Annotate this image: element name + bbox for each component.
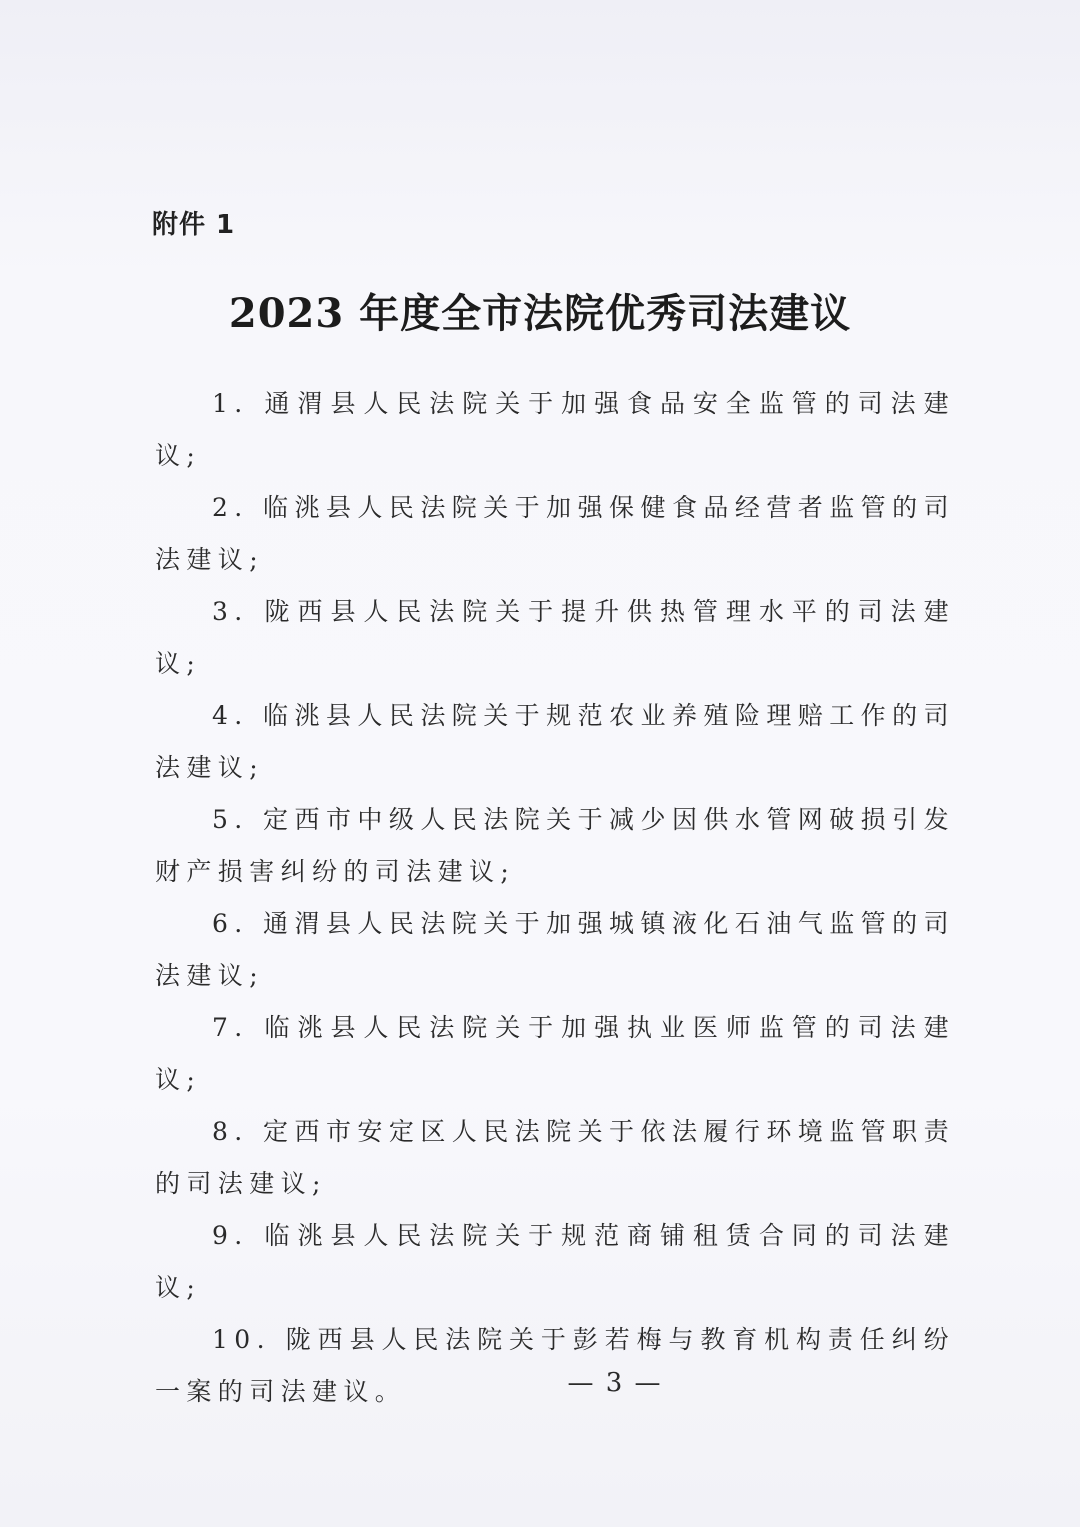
list-item: 7. 临洮县人民法院关于加强执业医师监管的司法建议; (155, 1013, 955, 1094)
list-item: 4. 临洮县人民法院关于规范农业养殖险理赔工作的司法建议; (155, 701, 955, 782)
list-item: 1. 通渭县人民法院关于加强食品安全监管的司法建议; (155, 389, 955, 470)
list-item: 2. 临洮县人民法院关于加强保健食品经营者监管的司法建议; (155, 493, 955, 574)
page-number: — 3 — (567, 1368, 663, 1398)
attachment-label: 附件 1 (152, 210, 236, 240)
document-title: 2023 年度全市法院优秀司法建议 (228, 290, 852, 337)
list-item: 5. 定西市中级人民法院关于减少因供水管网破损引发财产损害纠纷的司法建议; (155, 805, 955, 886)
list-item: 8. 定西市安定区人民法院关于依法履行环境监管职责的司法建议; (155, 1117, 955, 1198)
list-item: 9. 临洮县人民法院关于规范商铺租赁合同的司法建议; (155, 1221, 955, 1302)
list-item: 10. 陇西县人民法院关于彭若梅与教育机构责任纠纷一案的司法建议。 (155, 1325, 955, 1406)
list-item: 3. 陇西县人民法院关于提升供热管理水平的司法建议; (155, 597, 955, 678)
suggestion-list (155, 378, 955, 1418)
list-item: 6. 通渭县人民法院关于加强城镇液化石油气监管的司法建议; (155, 909, 955, 990)
